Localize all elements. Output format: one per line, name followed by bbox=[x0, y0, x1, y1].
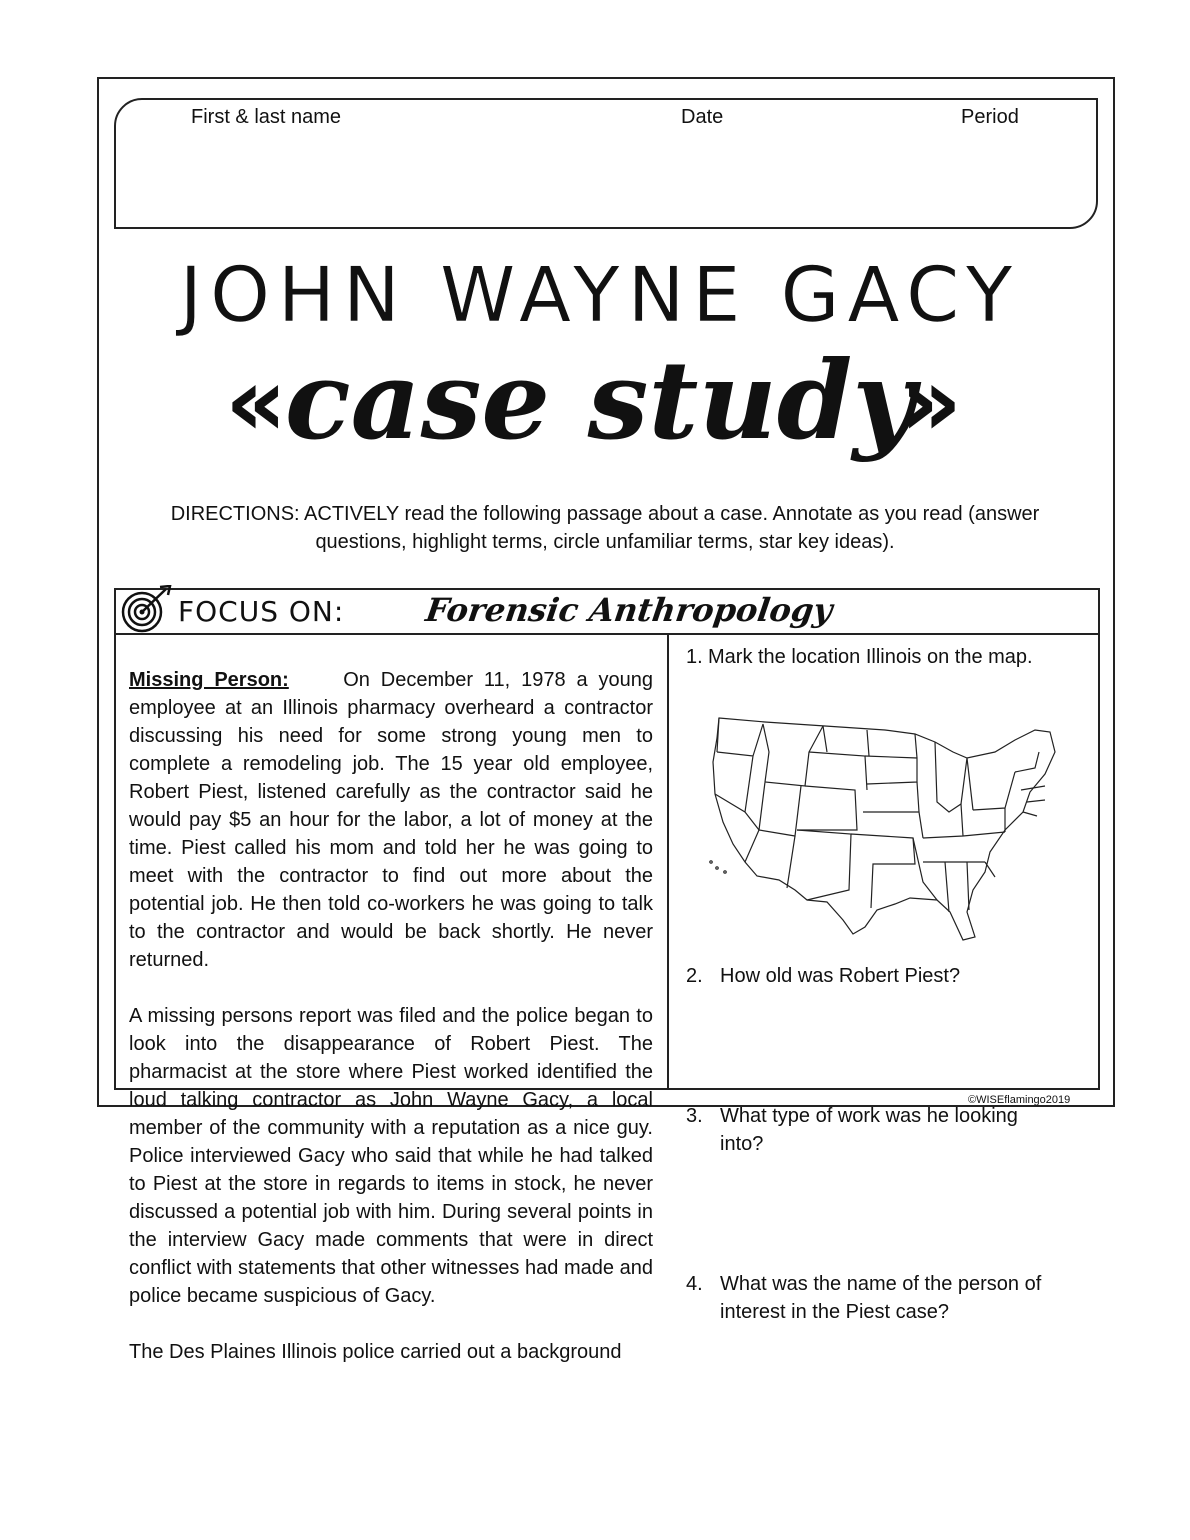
question-text: What type of work was he looking into? bbox=[720, 1105, 1018, 1155]
target-icon bbox=[116, 585, 176, 635]
passage-paragraph-2: A missing persons report was filed and the police began to look into the disappearance of Robert Piest. The pharmacist at the store where Piest worked identified the loud talking contractor as John Wayne Gacy, a local member of the community with a reputation as a nice guy. Police interviewed Gacy who said that while he had talked to Piest at the store in regards to items in stock, he never discussed a potential job with him. During several points in the interview Gacy made comments that were in direct conflict with statements that other witnesses had made and police became suspicious of Gacy. bbox=[129, 1005, 653, 1307]
passage-lead: Missing Person: bbox=[129, 669, 289, 691]
focus-label: FOCUS ON: bbox=[178, 595, 345, 628]
name-field-label: First & last name bbox=[191, 106, 342, 128]
question-number: 2. bbox=[686, 965, 703, 987]
column-divider bbox=[667, 634, 669, 1090]
question-number: 1. bbox=[686, 646, 703, 668]
passage-text-1: On December 11, 1978 a young employee at an Illinois pharmacy overheard a contractor discussing his need for some strong young men to complete a remodeling job. The 15 year old employee, Robert Piest, listened carefully as the contractor said he would pay $5 an hour for the labor, a lot of money at the time. Piest called his mom and told her he was going to meet with the contractor to find out more about the potential job. He then told co-workers he was going to talk to the contractor and would be back shortly. He never returned. bbox=[129, 669, 653, 971]
subtitle-text: case study bbox=[284, 340, 916, 464]
passage-paragraph-1 bbox=[129, 666, 653, 974]
right-guillemet: » bbox=[900, 346, 963, 458]
subtitle-graphic bbox=[100, 340, 1100, 500]
directions-text: DIRECTIONS: ACTIVELY read the following passage about a case. Annotate as you read (answer questions, highlight terms, circle unfamiliar terms, star key ideas). bbox=[170, 503, 1040, 553]
reading-passage bbox=[129, 666, 653, 1394]
passage-paragraph-3: The Des Plaines Illinois police carried out a background bbox=[129, 1341, 622, 1363]
question-text: Mark the location Illinois on the map. bbox=[708, 646, 1033, 668]
us-states-map[interactable] bbox=[705, 712, 1065, 944]
page-title: JOHN WAYNE GACY bbox=[179, 250, 1021, 339]
copyright-notice: ©WISEflamingo2019 bbox=[968, 1094, 1071, 1106]
left-guillemet: « bbox=[225, 346, 288, 458]
date-field-label: Date bbox=[681, 106, 724, 128]
question-number: 3. bbox=[686, 1105, 703, 1127]
question-number: 4. bbox=[686, 1273, 703, 1295]
question-text: How old was Robert Piest? bbox=[720, 965, 961, 987]
question-text: What was the name of the person of interest in the Piest case? bbox=[720, 1273, 1042, 1323]
period-field-label: Period bbox=[961, 106, 1019, 128]
focus-topic: Forensic Anthropology bbox=[423, 591, 835, 629]
subtitle-banner bbox=[100, 340, 1100, 500]
